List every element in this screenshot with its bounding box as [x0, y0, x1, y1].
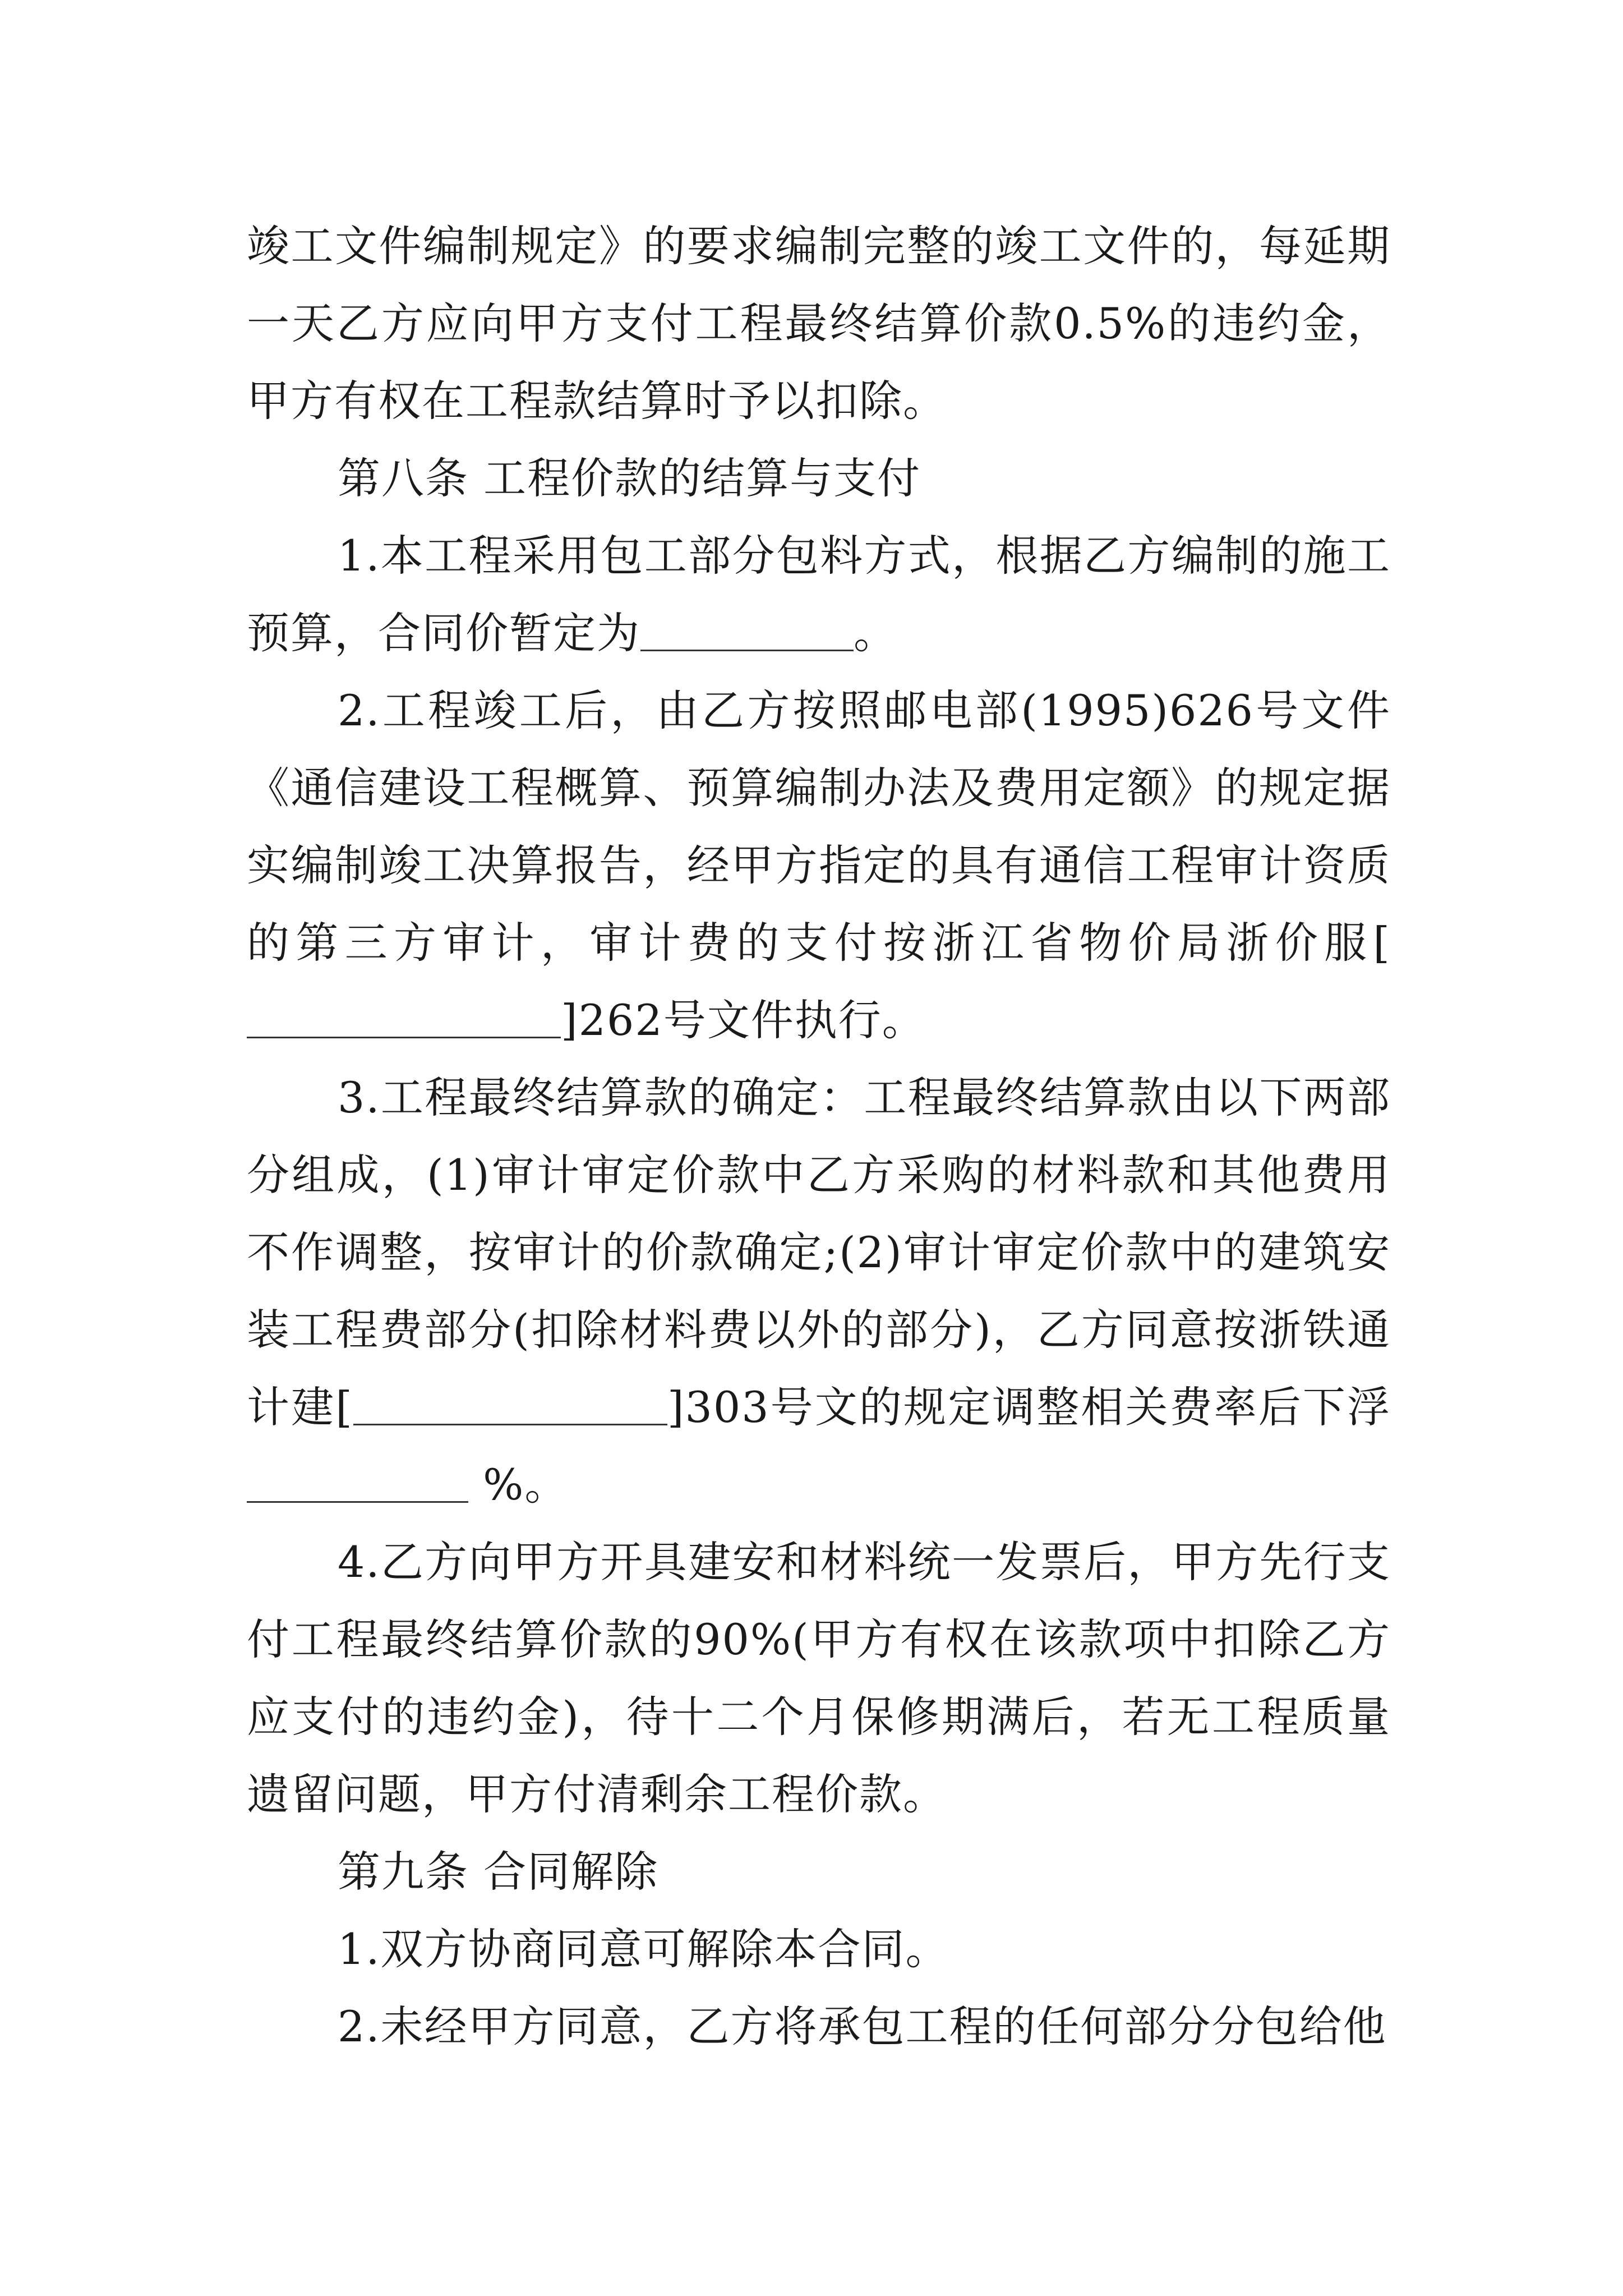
clause-8-2: [247, 672, 1391, 1059]
text: 第九条 合同解除: [338, 1847, 659, 1897]
text: %。: [468, 1460, 569, 1510]
text: ]303号文的规定调整相关费率后下浮: [667, 1382, 1391, 1432]
document-number-blank-2: [353, 1384, 667, 1425]
contract-price-blank: [640, 610, 854, 651]
text: 第八条 工程价款的结算与支付: [338, 453, 921, 503]
clause-9-2: [247, 1988, 1391, 2065]
article-8-heading: [247, 440, 1391, 517]
discount-rate-blank: [247, 1462, 468, 1503]
contract-text: [247, 208, 1391, 2065]
clause-9-1: [247, 1911, 1391, 1988]
clause-8-4: [247, 1524, 1391, 1833]
clause-8-1: [247, 517, 1391, 672]
text: 1.双方协商同意可解除本合同。: [338, 1924, 949, 1974]
clause-8-3: [247, 1059, 1391, 1524]
text: 2.工程竣工后，由乙方按照邮电部(1995)626号文件《通信建设工程概算、预算编制办法及费用定额》的规定据实编制竣工决算报告，经甲方指定的具有通信工程审计资质的第三方审计，审计费的支付按浙江省物价局浙价服[: [247, 685, 1391, 968]
text: 竣工文件编制规定》的要求编制完整的竣工文件的，每延期一天乙方应向甲方支付工程最终结算价款0.5%的违约金，甲方有权在工程款结算时予以扣除。: [247, 221, 1391, 426]
text: 4.乙方向甲方开具建安和材料统一发票后，甲方先行支付工程最终结算价款的90%(甲方有权在该款项中扣除乙方应支付的违约金)，待十二个月保修期满后，若无工程质量遗留问题，甲方付清剩余工程价款。: [247, 1537, 1391, 1819]
text: 2.未经甲方同意，乙方将承包工程的任何部分分包给他: [338, 2001, 1387, 2051]
article-9-heading: [247, 1833, 1391, 1911]
text: 3.工程最终结算款的确定：工程最终结算款由以下两部分组成，(1)审计审定价款中乙方采购的材料款和其他费用不作调整，按审计的价款确定;(2)审计审定价款中的建筑安装工程费部分(扣除材料费以外的部分)，乙方同意按浙铁通计建[: [247, 1073, 1391, 1432]
text: ]262号文件执行。: [561, 995, 926, 1045]
paragraph-completion-penalty: [247, 208, 1391, 440]
text: 。: [854, 608, 897, 658]
text: 1.本工程采用包工部分包料方式，根据乙方编制的施工预算，合同价暂定为: [247, 531, 1391, 658]
document-number-blank: [247, 997, 561, 1038]
